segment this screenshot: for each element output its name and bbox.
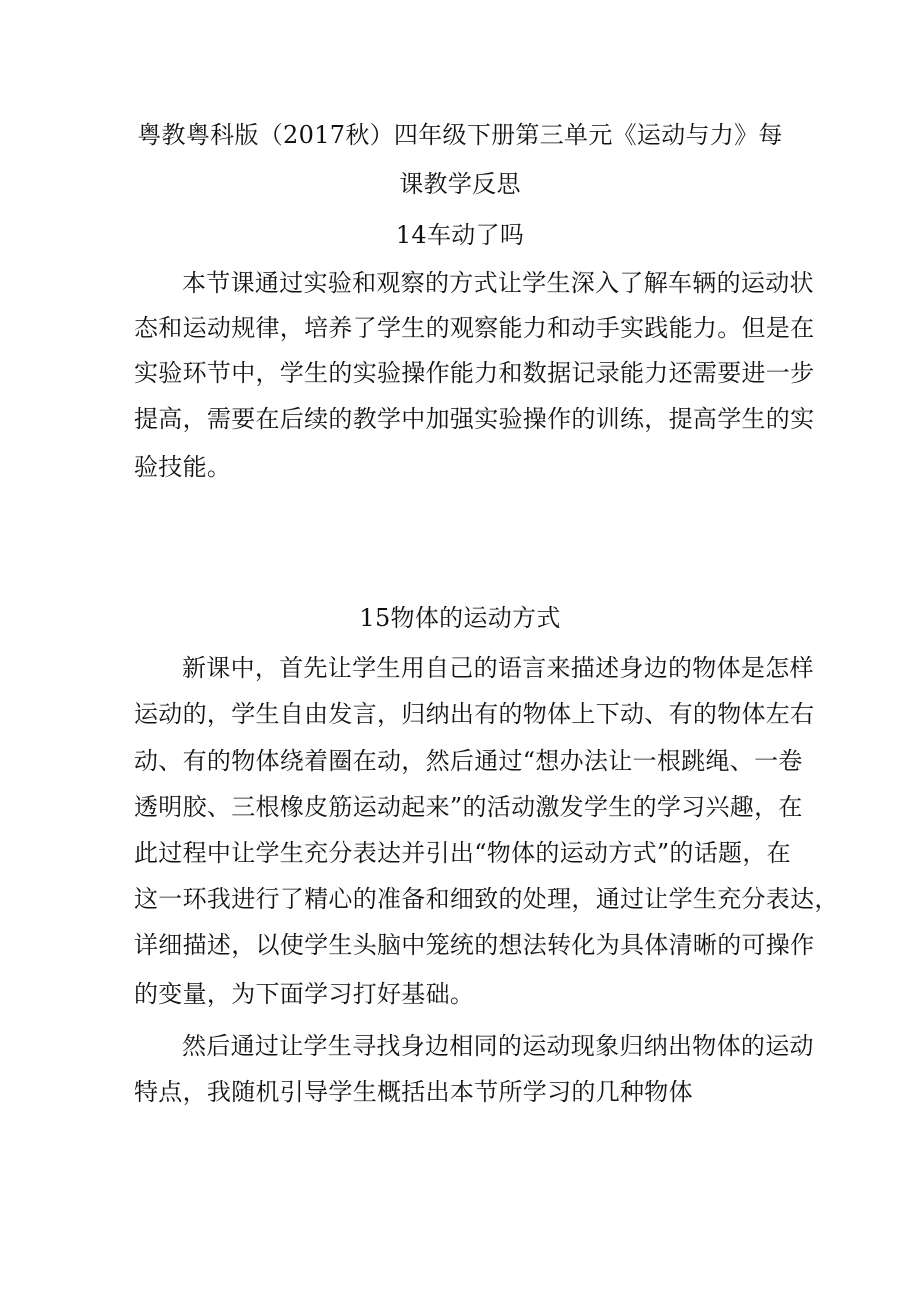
paragraph-line: 透明胶、三根橡皮筋运动起来”的活动激发学生的学习兴趣，在 bbox=[134, 793, 803, 821]
paragraph-line: 详细描述，以使学生头脑中笼统的想法转化为具体清晰的可操作 bbox=[134, 931, 815, 959]
paragraph-line: 动、有的物体绕着圈在动，然后通过“想办法让一根跳绳、一卷 bbox=[134, 747, 803, 775]
paragraph-line: 这一环我进行了精心的准备和细致的处理，通过让学生充分表达， bbox=[134, 885, 839, 913]
paragraph-line: 新课中，首先让学生用自己的语言来描述身边的物体是怎样 bbox=[182, 654, 814, 682]
paragraph-line: 的变量，为下面学习打好基础。 bbox=[134, 980, 475, 1008]
paragraph-line: 特点，我随机引导学生概括出本节所学习的几种物体 bbox=[134, 1078, 693, 1106]
document-title-line-1: 粤教粤科版（2017秋）四年级下册第三单元《运动与力》每 bbox=[137, 121, 783, 149]
document-title-line-2: 课教学反思 bbox=[399, 170, 521, 198]
paragraph-line: 然后通过让学生寻找身边相同的运动现象归纳出物体的运动 bbox=[182, 1032, 814, 1060]
section-heading-15: 15物体的运动方式 bbox=[359, 604, 561, 632]
paragraph-line: 验技能。 bbox=[134, 453, 232, 481]
paragraph-line: 态和运动规律，培养了学生的观察能力和动手实践能力。但是在 bbox=[134, 314, 815, 342]
paragraph-line: 运动的，学生自由发言，归纳出有的物体上下动、有的物体左右 bbox=[134, 700, 815, 728]
paragraph-line: 本节课通过实验和观察的方式让学生深入了解车辆的运动状 bbox=[182, 269, 814, 297]
paragraph-line: 提高，需要在后续的教学中加强实验操作的训练，提高学生的实 bbox=[134, 405, 815, 433]
paragraph-line: 实验环节中，学生的实验操作能力和数据记录能力还需要进一步 bbox=[134, 359, 815, 387]
paragraph-line: 此过程中让学生充分表达并引出“物体的运动方式”的话题，在 bbox=[134, 839, 791, 867]
section-heading-14: 14车动了吗 bbox=[395, 221, 525, 249]
